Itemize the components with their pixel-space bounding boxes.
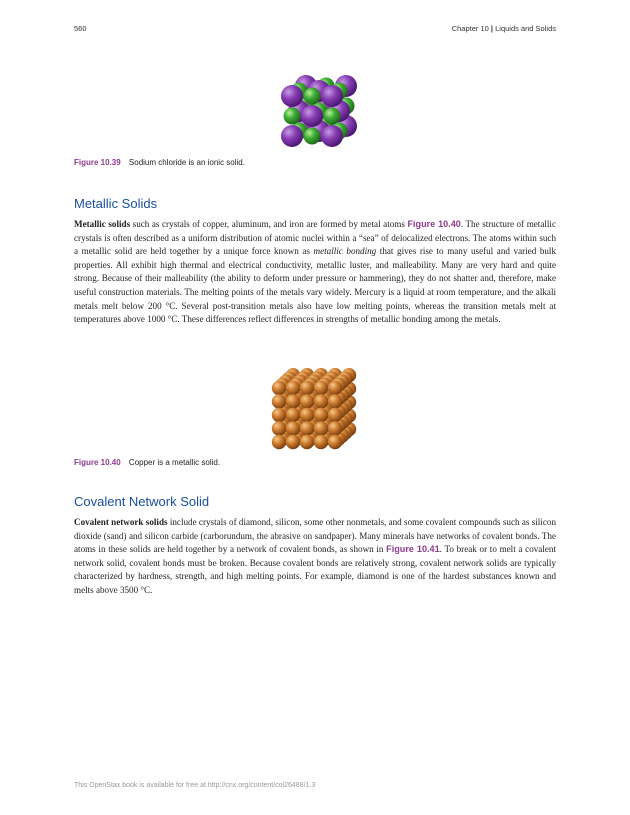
chapter-title: Liquids and Solids <box>495 24 556 33</box>
copper-atom <box>314 381 328 395</box>
header-separator: | <box>490 24 494 33</box>
section-title-metallic-solids: Metallic Solids <box>74 196 158 211</box>
figure-10-40-caption <box>74 458 220 467</box>
chloride-ion <box>321 125 343 147</box>
chapter-number: Chapter 10 <box>451 24 489 33</box>
figure-10-39-caption <box>74 158 245 167</box>
copper-atom <box>300 421 314 435</box>
term-metallic-solids: Metallic solids <box>74 219 131 229</box>
copper-atom <box>272 394 286 408</box>
copper-atom <box>314 435 328 449</box>
copper-atom <box>300 435 314 449</box>
copper-atom <box>286 421 300 435</box>
footer-note: This OpenStax book is available for free at http://cnx.org/content/col26488/1.3 <box>74 782 316 789</box>
chloride-ion <box>281 125 303 147</box>
paragraph-text: . The structure of metallic crystals is often described as a uniform distribution of atomic nuclei within a “sea” of delocalized electrons. The atoms within such a metallic solid are held together by a unique force known as <box>74 219 556 257</box>
term-covalent-network-solids: Covalent network solids <box>74 517 168 527</box>
copper-atom <box>272 435 286 449</box>
sodium-chloride-figure <box>270 72 360 152</box>
copper-atom <box>328 381 342 395</box>
section-title-covalent-network-solid: Covalent Network Solid <box>74 494 210 509</box>
copper-atom <box>300 381 314 395</box>
copper-atom <box>300 408 314 422</box>
covalent-network-paragraph <box>74 516 556 598</box>
copper-atom <box>328 435 342 449</box>
figure-10-40-label: Figure 10.40 <box>74 458 121 467</box>
running-header <box>452 24 556 33</box>
copper-figure <box>266 364 362 450</box>
copper-atom <box>272 421 286 435</box>
paragraph-text: such as crystals of copper, aluminum, and iron are formed by metal atoms <box>130 219 408 229</box>
paragraph-text: . To break or to melt a covalent network solid, covalent bonds must be broken. Because covalent bonds are relatively strong, covalent network solids are typically characterized by hardness, strength, and high melting points. For example, diamond is one of the hardest substances known and melts above 3500 °C. <box>74 544 556 595</box>
sodium-ion <box>304 88 321 105</box>
copper-atom <box>328 421 342 435</box>
sodium-ion <box>284 108 301 125</box>
paragraph-text: include crystals of diamond, silicon, some other nonmetals, and some covalent compounds such as silicon dioxide (sand) and silicon carbide (carborundum, the abrasive on sandpaper). Many minerals have networks of covalent bonds. The atoms in these solids are held together by a network of covalent bonds, as shown in <box>74 517 556 555</box>
copper-atom <box>286 394 300 408</box>
copper-atom <box>286 435 300 449</box>
figure-10-39-text: Sodium chloride is an ionic solid. <box>128 158 245 167</box>
figure-10-41-link[interactable]: Figure 10.41 <box>386 544 440 555</box>
chloride-ion <box>321 85 343 107</box>
sodium-ion <box>304 128 321 145</box>
copper-atom <box>328 408 342 422</box>
chloride-ion <box>281 85 303 107</box>
copper-atom <box>286 381 300 395</box>
term-metallic-bonding: metallic bonding <box>313 246 377 257</box>
copper-atom <box>272 408 286 422</box>
copper-atom <box>314 408 328 422</box>
copper-atom <box>272 381 286 395</box>
paragraph-text: that gives rise to many useful and varied bulk properties. All exhibit high thermal and electrical conductivity, metallic luster, and malleability. Many are very hard and quite strong. Because of their malleability (the ability to deform under pressure or hammering), they do not shatter and, therefore, make useful construction materials. The melting points of the metals vary widely. Mercury is a liquid at room temperature, and the alkali metals melt below 200 °C. Several post-transition metals also have low melting points, whereas the transition metals melt at temperatures above 1000 °C. These differences reflect differences in strengths of metallic bonding among the metals. <box>74 246 556 325</box>
figure-10-39-label: Figure 10.39 <box>74 158 121 167</box>
copper-atom <box>314 421 328 435</box>
chloride-ion <box>301 105 323 127</box>
figure-10-40-text: Copper is a metallic solid. <box>128 458 221 467</box>
page-number: 560 <box>74 24 87 33</box>
figure-10-40-link[interactable]: Figure 10.40 <box>407 219 461 229</box>
copper-atom <box>328 394 342 408</box>
copper-atom <box>286 408 300 422</box>
copper-atom <box>314 394 328 408</box>
sodium-ion <box>324 108 341 125</box>
metallic-solids-paragraph <box>74 218 556 327</box>
copper-atom <box>300 394 314 408</box>
